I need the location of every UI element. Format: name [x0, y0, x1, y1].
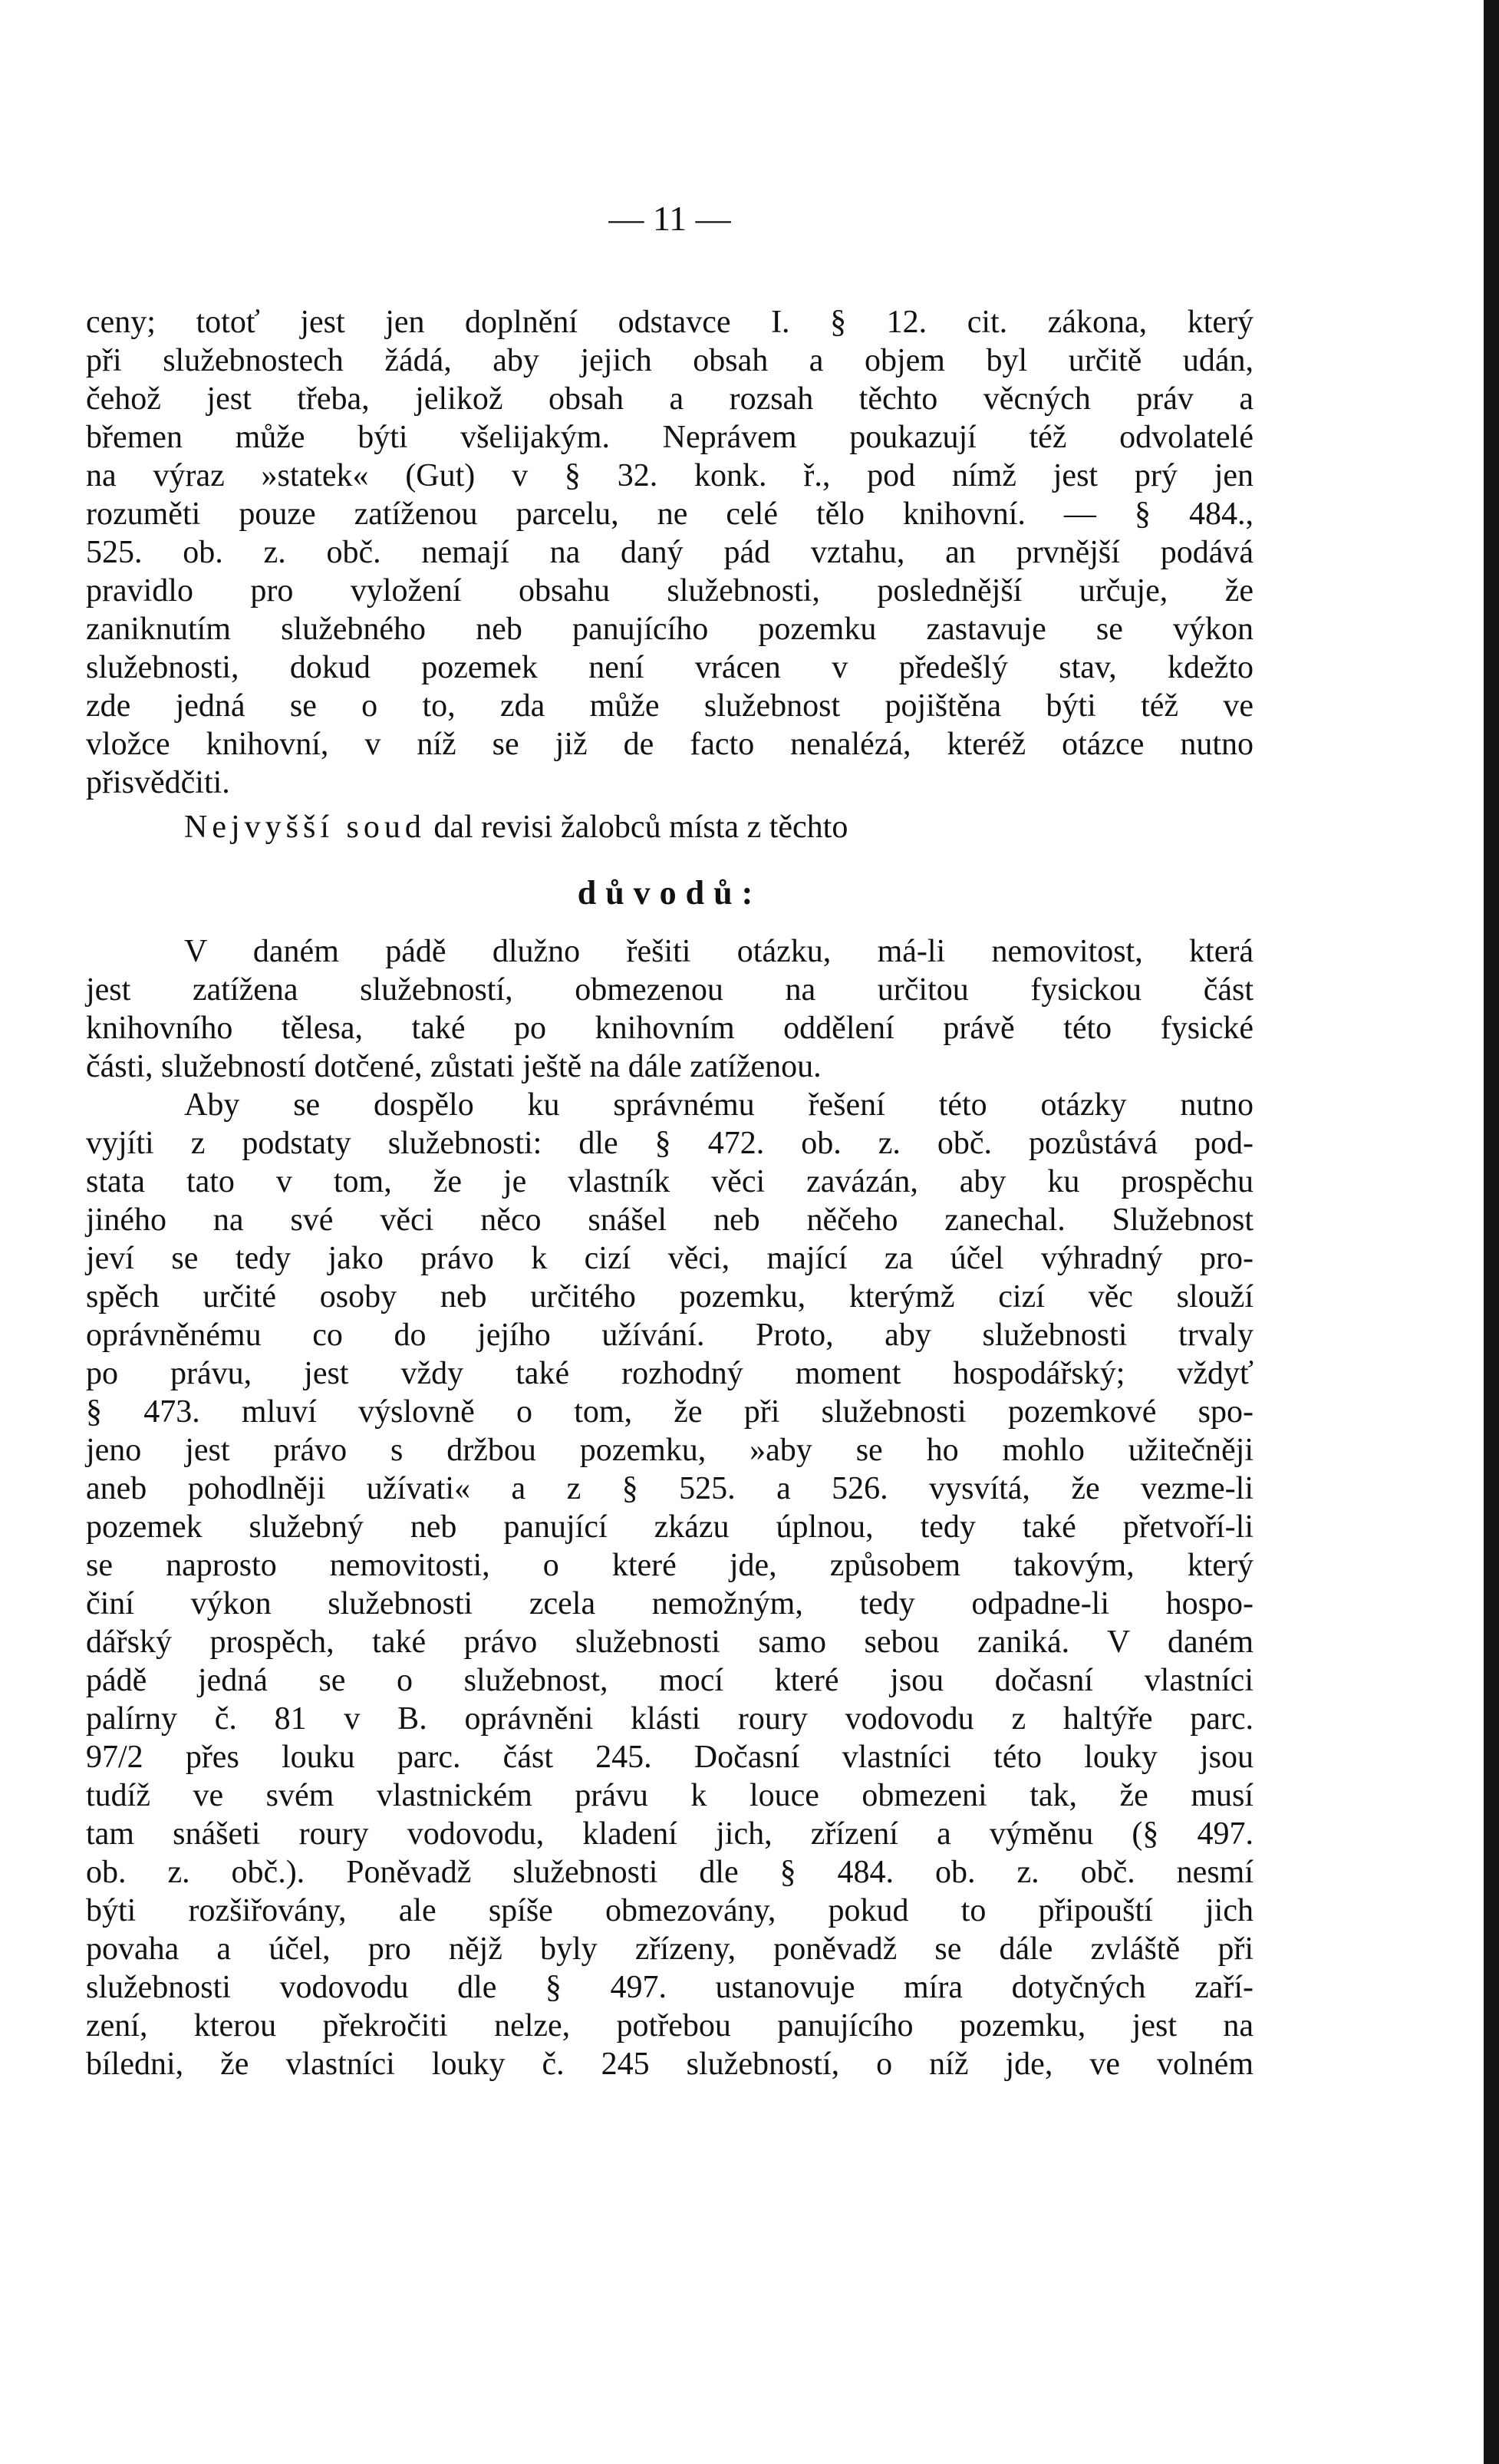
text-line: jeno jest právo s držbou pozemku, »aby se ho mohlo užitečněji — [86, 1433, 1254, 1468]
text-line: přisvědčiti. — [86, 765, 230, 800]
paragraph-continuation — [86, 303, 1254, 802]
text-line: čehož jest třeba, jelikož obsah a rozsah těchto věcných práv a — [86, 381, 1254, 417]
text-line: § 473. mluví výslovně o tom, že při služebnosti pozemkové spo- — [86, 1394, 1254, 1430]
text-line: se naprosto nemovitosti, o které jde, způsobem takovým, který — [86, 1548, 1254, 1583]
text-line: dářský prospěch, také právo služebnosti samo sebou zaniká. V daném — [86, 1625, 1254, 1660]
text-line: vložce knihovní, v níž se již de facto nenalézá, kteréž otázce nutno — [86, 727, 1254, 762]
text-line: služebnosti, dokud pozemek není vrácen v předešlý stav, kdežto — [86, 650, 1254, 685]
text-line: po právu, jest vždy také rozhodný moment hospodářský; vždyť — [86, 1356, 1254, 1391]
text-line: služebnosti vodovodu dle § 497. ustanovuje míra dotyčných zaří- — [86, 1970, 1254, 2005]
text-line: pravidlo pro vyložení obsahu služebnosti, poslednější určuje, že — [86, 573, 1254, 609]
text-line: jeví se tedy jako právo k cizí věci, mající za účel výhradný pro- — [86, 1241, 1254, 1276]
text-line: aneb pohodlněji užívati« a z § 525. a 526. vysvítá, že vezme-li — [86, 1471, 1254, 1506]
text-line: tudíž ve svém vlastnickém právu k louce obmezeni tak, že musí — [86, 1778, 1254, 1813]
text-line: býti rozšiřovány, ale spíše obmezovány, pokud to připouští jich — [86, 1893, 1254, 1928]
text-line: vyjíti z podstaty služebnosti: dle § 472. ob. z. obč. pozůstává pod- — [86, 1126, 1254, 1161]
text-line: při služebnostech žádá, aby jejich obsah a objem byl určitě udán, — [86, 343, 1254, 378]
text-line: povaha a účel, pro nějž byly zřízeny, poněvadž se dále zvláště při — [86, 1931, 1254, 1967]
body-text — [86, 303, 1254, 2083]
text-line: pádě jedná se o služebnost, mocí které jsou dočasní vlastníci — [86, 1663, 1254, 1698]
text-line: bíledni, že vlastníci louky č. 245 služebností, o níž jde, ve volném — [86, 2047, 1254, 2082]
text-line: na výraz »statek« (Gut) v § 32. konk. ř., pod nímž jest prý jen — [86, 458, 1254, 493]
court-line-rest: dal revisi žalobců místa z těchto — [425, 810, 848, 845]
text-line: oprávněnému co do jejího užívání. Proto, aby služebnosti trvaly — [86, 1318, 1254, 1353]
text-line: palírny č. 81 v B. oprávněni klásti roury vodovodu z haltýře parc. — [86, 1701, 1254, 1737]
text-line: rozuměti pouze zatíženou parcelu, ne celé tělo knihovní. — § 484., — [86, 496, 1254, 532]
court-decision-line — [86, 808, 1254, 846]
text-line: ob. z. obč.). Poněvadž služebnosti dle § 484. ob. z. obč. nesmí — [86, 1855, 1254, 1890]
text-line: jiného na své věci něco snášel neb něčeho zanechal. Služebnost — [86, 1202, 1254, 1238]
scan-edge — [1484, 0, 1499, 2464]
text-line: tam snášeti roury vodovodu, kladení jich, zřízení a výměnu (§ 497. — [86, 1816, 1254, 1852]
paragraph-reasoning — [86, 1086, 1254, 2083]
paragraph-question — [86, 932, 1254, 1086]
text-line: zení, kterou překročiti nelze, potřebou panujícího pozemku, jest na — [86, 2008, 1254, 2043]
page-number: — 11 — — [608, 199, 731, 238]
text-line: 97/2 přes louku parc. část 245. Dočasní vlastníci této louky jsou — [86, 1740, 1254, 1775]
text-line: knihovního tělesa, také po knihovním oddělení právě této fysické — [86, 1011, 1254, 1046]
text-line: břemen může býti všelijakým. Neprávem poukazují též odvolatelé — [86, 420, 1254, 455]
text-line: zaniknutím služebného neb panujícího pozemku zastavuje se výkon — [86, 612, 1254, 647]
text-line: stata tato v tom, že je vlastník věci zavázán, aby ku prospěchu — [86, 1164, 1254, 1199]
text-line: 525. ob. z. obč. nemají na daný pád vztahu, an prvnější podává — [86, 535, 1254, 570]
text-line: jest zatížena služebností, obmezenou na určitou fysickou část — [86, 972, 1254, 1008]
text-line: V daném pádě dlužno řešiti otázku, má-li nemovitost, která — [184, 934, 1254, 969]
text-line: Aby se dospělo ku správnému řešení této otázky nutno — [184, 1087, 1254, 1123]
court-name: Nejvyšší soud — [184, 810, 426, 845]
text-line: části, služebností dotčené, zůstati ještě na dále zatíženou. — [86, 1049, 822, 1084]
text-line: zde jedná se o to, zda může služebnost pojištěna býti též ve — [86, 688, 1254, 724]
section-heading: důvodů: — [577, 874, 763, 912]
text-line: spěch určité osoby neb určitého pozemku, kterýmž cizí věc slouží — [86, 1279, 1254, 1314]
text-line: činí výkon služebnosti zcela nemožným, tedy odpadne-li hospo- — [86, 1586, 1254, 1621]
text-line: ceny; totoť jest jen doplnění odstavce I. § 12. cit. zákona, který — [86, 305, 1254, 340]
text-line: pozemek služebný neb panující zkázu úplnou, tedy také přetvoří-li — [86, 1509, 1254, 1545]
